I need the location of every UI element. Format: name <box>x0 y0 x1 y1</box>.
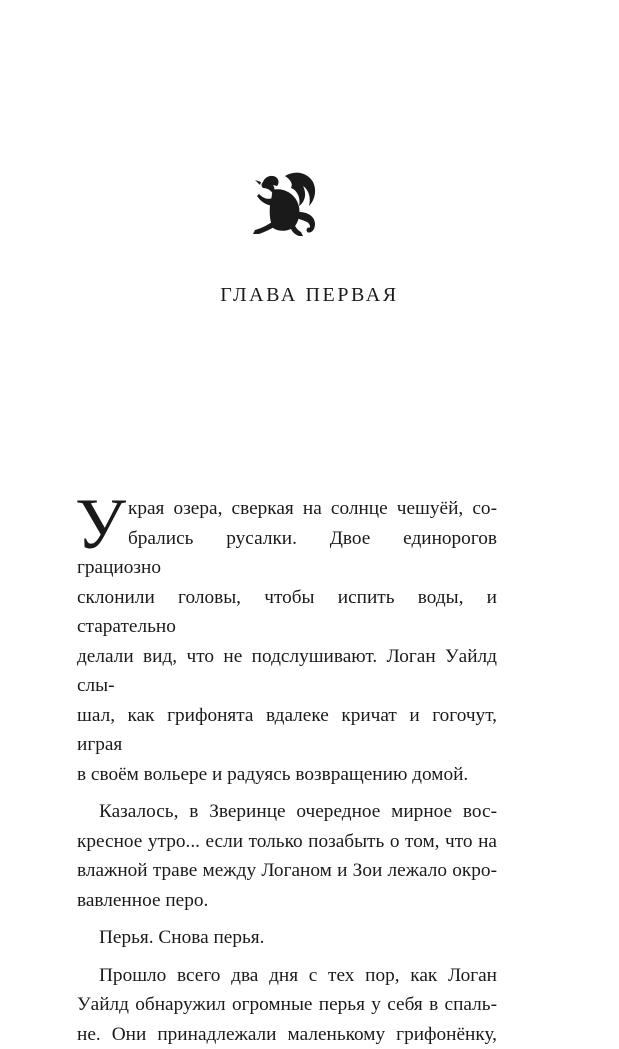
text-line: делали вид, что не подслушивают. Логан Уайлд слы- <box>77 642 497 701</box>
text-line: в своём вольере и радуясь возвращению домой. <box>77 760 497 790</box>
drop-cap: У <box>75 496 126 552</box>
griffin-emblem-icon <box>245 168 325 242</box>
text-line: кресное утро... если только позабыть о том, что на <box>77 827 497 857</box>
chapter-title: ГЛАВА ПЕРВАЯ <box>0 284 619 307</box>
chapter-body <box>77 494 497 1049</box>
text-line: края озера, сверкая на солнце чешуёй, со- <box>77 494 497 524</box>
text-line: не. Они принадлежали маленькому грифонёнку, <box>77 1020 497 1049</box>
text-line: Уайлд обнаружил огромные перья у себя в спаль- <box>77 990 497 1020</box>
text-line: брались русалки. Двое единорогов грациозно <box>77 524 497 583</box>
text-line: склонили головы, чтобы испить воды, и старательно <box>77 583 497 642</box>
paragraph-3 <box>77 923 497 953</box>
text-line: Казалось, в Зверинце очередное мирное вос- <box>77 797 497 827</box>
text-line: шал, как грифонята вдалеке кричат и гогочут, играя <box>77 701 497 760</box>
paragraph-2 <box>77 797 497 915</box>
paragraph-4 <box>77 961 497 1049</box>
text-line: влажной траве между Логаном и Зои лежало окро- <box>77 856 497 886</box>
text-line: Перья. Снова перья. <box>77 923 497 953</box>
paragraph-1 <box>77 494 497 789</box>
text-line: вавленное перо. <box>77 886 497 916</box>
text-line: Прошло всего два дня с тех пор, как Логан <box>77 961 497 991</box>
